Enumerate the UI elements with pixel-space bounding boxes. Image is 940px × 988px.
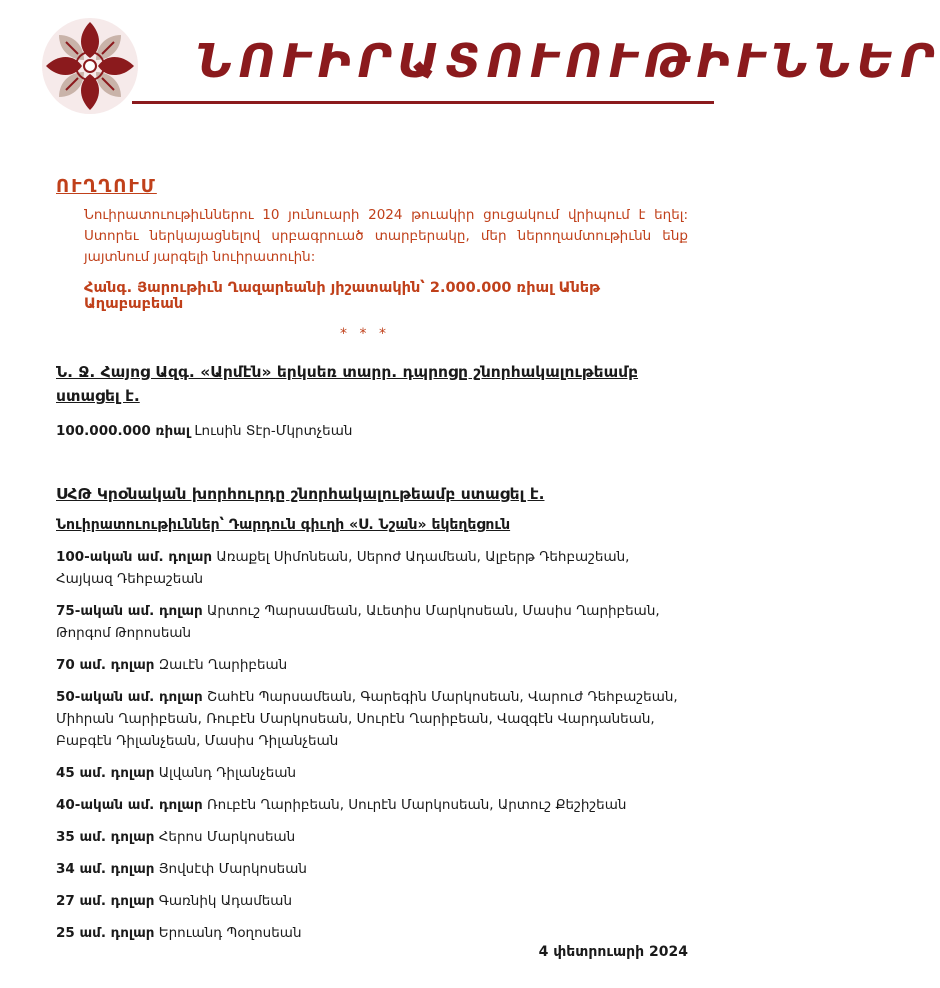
school-donations-section: [56, 360, 686, 442]
donor-names: Առաքել Սիմոնեան, Սերոժ Ադամեան, Ալբերթ Դեհբաշեան, Հայկազ Դեհբաշեան: [56, 549, 630, 587]
donation-entry: [56, 794, 686, 816]
donor-names: Հերոս Մարկոսեան: [158, 829, 296, 845]
donation-entry: [56, 826, 686, 848]
donor-names: Գառնիկ Ադամեան: [158, 893, 293, 909]
donation-amount: 45 ամ. դոլար: [56, 765, 155, 781]
donor-names: Արտուշ Պարսամեան, Աւետիս Մարկոսեան, Մասիս Ղարիբեան, Թորգոմ Թորոսեան: [56, 603, 660, 641]
page-header: [0, 0, 940, 130]
donation-entry: [56, 654, 686, 676]
donation-amount: 35 ամ. դոլար: [56, 829, 155, 845]
donor-names: Երուանդ Պօղոսեան: [158, 925, 302, 941]
donation-entry: [56, 420, 686, 442]
correction-entry: Հանգ. Յարութիւն Ղազարեանի յիշատակին՝ 2.000.000 ռիալ Անեթ Աղաբաբեան: [84, 280, 601, 312]
donation-amount: 34 ամ. դոլար: [56, 861, 155, 877]
section-subtitle: Նուիրատուութիւններ՝ Դարդուն գիւղի «Ս. Նշան» եկեղեցուն: [56, 517, 511, 533]
correction-block: [56, 176, 688, 312]
donor-names: Ալվանդ Դիլանչեան: [158, 765, 297, 781]
donation-amount: 75-ական ամ. դոլար: [56, 603, 203, 619]
donation-amount: 27 ամ. դոլար: [56, 893, 155, 909]
donation-amount: 40-ական ամ. դոլար: [56, 797, 203, 813]
ornamental-flower-icon: [40, 16, 140, 116]
donation-entry: [56, 890, 686, 912]
section-title: ՍՀԹ Կրօնական խորհուրդը շնորհակալութեամբ ստացել է.: [56, 485, 545, 503]
donation-entry: [56, 600, 686, 644]
donation-amount: 100.000.000 ռիալ: [56, 423, 191, 439]
donation-entry: [56, 686, 686, 752]
donor-names: Զաւէն Ղարիբեան: [158, 657, 288, 673]
section-title: Ն. Ջ. Հայոց Ազգ. «Արմէն» երկսեռ տարր. դպրոցը շնորհակալութեամբ ստացել է.: [56, 363, 639, 405]
donation-entry: [56, 922, 686, 944]
correction-text: Նուիրատուութիւններու 10 յունուարի 2024 թուակիր ցուցակում վրիպում է եղել: Ստորեւ ներկայացնելով սրբագրուած տարբերակը, մեր ներողամտութիւնն ենք յայտնում յարգելի նուիրատուին:: [84, 207, 688, 265]
donation-entry: [56, 546, 686, 590]
correction-title: ՈՒՂՂՈՒՄ: [56, 176, 157, 197]
donor-names: Լուսին Տէր-Մկրտչեան: [194, 423, 353, 439]
page-title: ՆՈՒԻՐԱՏՈՒՈՒԹԻՒՆՆԵՐ: [196, 34, 940, 88]
church-donations-section: [56, 482, 686, 944]
document-date: 4 փետրուարի 2024: [538, 944, 688, 960]
donation-entry: [56, 762, 686, 784]
donor-names: Ռուբէն Ղարիբեան, Սուրէն Մարկոսեան, Արտուշ Քեշիշեան: [207, 797, 627, 813]
donation-amount: 100-ական ամ. դոլար: [56, 549, 213, 565]
header-divider: [132, 101, 714, 104]
donation-entry: [56, 858, 686, 880]
donor-names: Յովսէփ Մարկոսեան: [158, 861, 307, 877]
donation-amount: 50-ական ամ. դոլար: [56, 689, 203, 705]
donation-amount: 25 ամ. դոլար: [56, 925, 155, 941]
donation-amount: 70 ամ. դոլար: [56, 657, 155, 673]
section-separator: * * *: [340, 326, 390, 342]
donor-names: Շահէն Պարսամեան, Գարեգին Մարկոսեան, Վարուժ Դեհբաշեան, Միհրան Ղարիբեան, Ռուբէն Մարկոսեան, Սուրէն Ղարիբեան, Վազգէն Վարդանեան, Բաբգէն Դիլանչեան, Մասիս Դիլանչեան: [56, 689, 678, 749]
